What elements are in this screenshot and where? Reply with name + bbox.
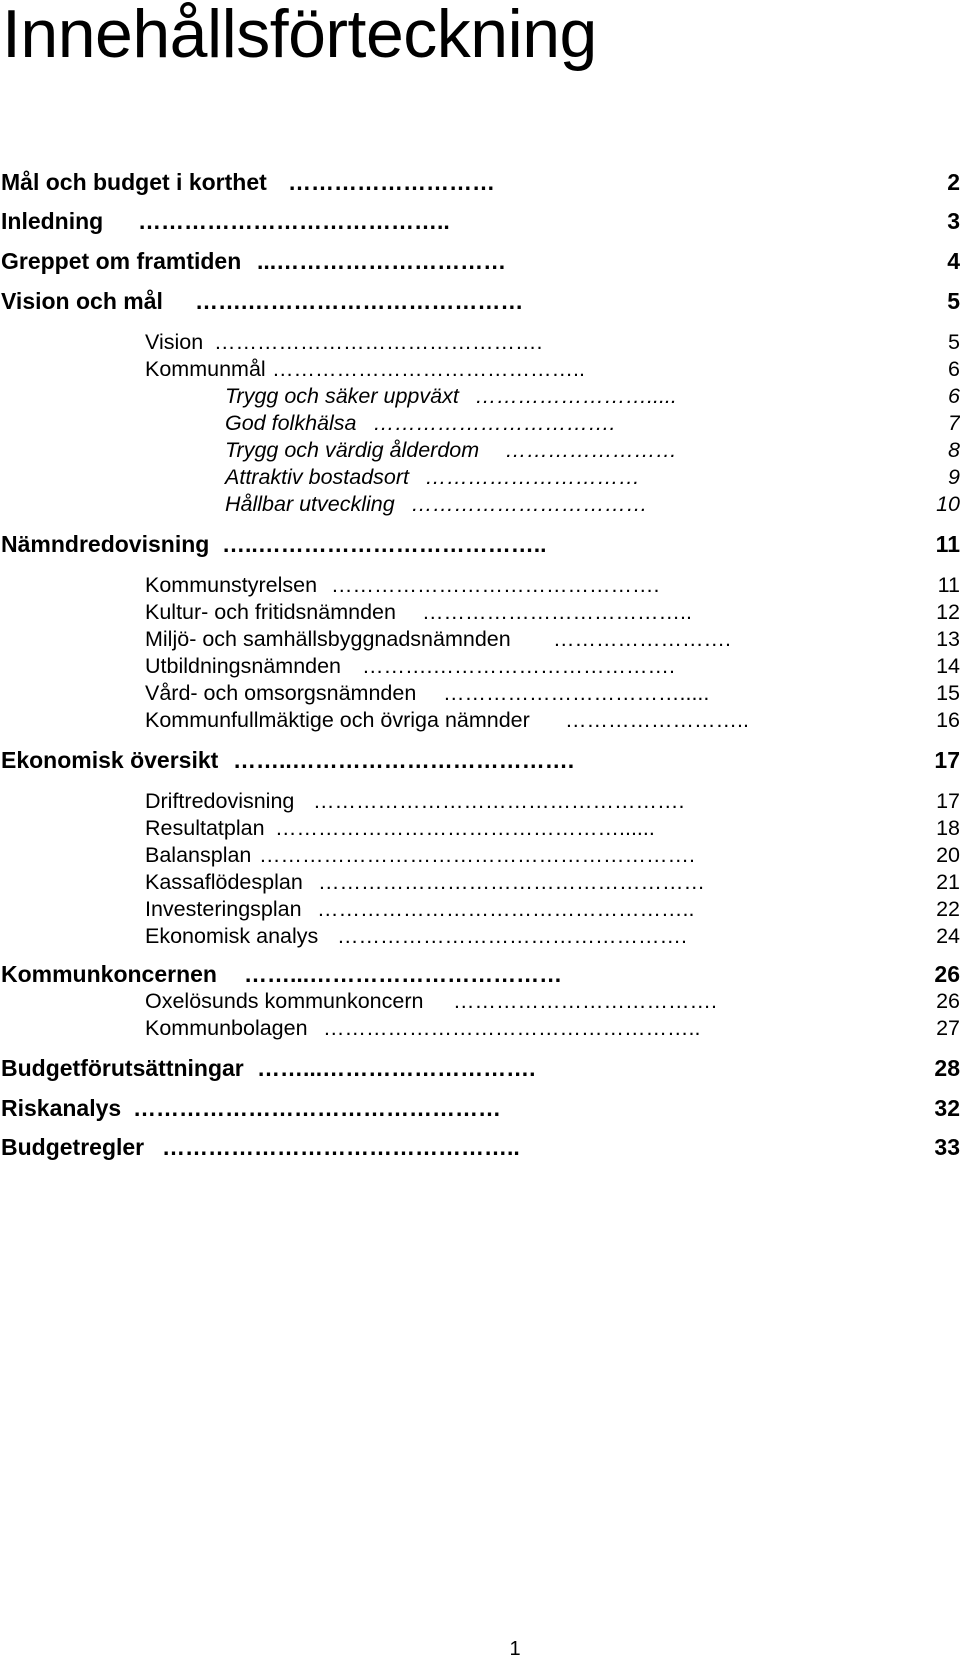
toc-entry-leader: …………………………………………….: [313, 789, 685, 813]
toc-entry-page-number: 28: [934, 1055, 960, 1081]
toc-entry-leader: …….………………………………: [195, 288, 524, 314]
toc-entry-leader: ……………………………………………..: [317, 897, 695, 921]
toc-entry-leader: …………………………………………......: [275, 816, 655, 840]
toc-entry-leader: ...…………………………: [257, 248, 507, 274]
toc-entry-leader: ……..……………………………….: [233, 747, 575, 773]
toc-entry-page-number: 18: [936, 816, 960, 840]
toc-entry-page-number: 4: [947, 248, 960, 274]
toc-entry-leader: …………………………………………: [133, 1095, 501, 1121]
toc-entry-label: Budgetregler: [1, 1134, 145, 1160]
toc-entry-label: Vision: [145, 330, 204, 354]
toc-entry-leader: …..………………………………..: [222, 531, 547, 557]
toc-entry-leader: …………………………….....: [443, 681, 710, 705]
toc-entry-label: Balansplan: [145, 843, 252, 867]
toc-entry-leader: ……...……………………………: [244, 961, 563, 987]
toc-entry-leader: …………………………………..: [138, 208, 450, 234]
toc-entry-page-number: 26: [934, 961, 960, 987]
toc-entry-label: Oxelösunds kommunkoncern: [145, 989, 424, 1013]
toc-entry-page-number: 21: [936, 870, 960, 894]
toc-entry-label: Kultur- och fritidsnämnden: [145, 600, 396, 624]
toc-entry-leader: ……………………………….: [453, 989, 717, 1013]
toc-entry-leader: ………………………………………………: [318, 870, 705, 894]
toc-entry-leader: …………………………………………………….: [259, 843, 695, 867]
toc-entry-label: Vision och mål: [1, 288, 163, 314]
toc-entry-label: Ekonomisk analys: [145, 924, 319, 948]
toc-entry-page-number: 22: [936, 897, 960, 921]
toc-entry-page-number: 17: [934, 747, 960, 773]
toc-entry-leader: ……………………: [505, 438, 677, 462]
toc-entry-leader: ……………………..: [565, 708, 749, 732]
toc-entry-page-number: 15: [936, 681, 960, 705]
toc-entry-label: Greppet om framtiden: [1, 248, 242, 274]
toc-entry-label: Driftredovisning: [145, 789, 295, 813]
toc-entry-page-number: 13: [936, 627, 960, 651]
toc-entry-leader: ……...……………………….: [257, 1055, 536, 1081]
toc-entry-label: Mål och budget i korthet: [1, 169, 267, 195]
toc-entry-page-number: 12: [936, 600, 960, 624]
toc-entry-leader: ………………………: [288, 169, 495, 195]
toc-entry-leader: …………………….....: [475, 384, 677, 408]
toc-entry-label: Kommunmål: [145, 357, 266, 381]
page-title: Innehållsförteckning: [2, 0, 597, 72]
toc-entry-page-number: 20: [936, 843, 960, 867]
toc-entry-page-number: 6: [948, 384, 960, 408]
toc-entry-page-number: 2: [947, 169, 960, 195]
toc-entry-page-number: 5: [947, 288, 960, 314]
toc-entry-page-number: 7: [948, 411, 960, 435]
toc-entry-page-number: 32: [934, 1095, 960, 1121]
toc-entry-page-number: 3: [947, 208, 960, 234]
toc-entry-label: Investeringsplan: [145, 897, 302, 921]
toc-entry-page-number: 27: [936, 1016, 960, 1040]
toc-entry-leader: ……………………………………..: [272, 357, 585, 381]
toc-entry-label: Inledning: [1, 208, 104, 234]
toc-entry-leader: ………………………………………..: [162, 1134, 520, 1160]
toc-entry-label: Vård- och omsorgsnämnden: [145, 681, 417, 705]
toc-entry-leader: ……………………………………….: [331, 573, 660, 597]
toc-entry-label: Kommunkoncernen: [1, 961, 217, 987]
toc-entry-label: God folkhälsa: [225, 411, 357, 435]
toc-entry-leader: ……….…………………………….: [362, 654, 675, 678]
toc-entry-label: Kassaflödesplan: [145, 870, 303, 894]
toc-entry-label: Ekonomisk översikt: [1, 747, 219, 773]
toc-entry-label: Attraktiv bostadsort: [225, 465, 410, 489]
toc-entry-page-number: 9: [948, 465, 960, 489]
toc-entry-page-number: 24: [936, 924, 960, 948]
toc-entry-page-number: 6: [948, 357, 960, 381]
toc-entry-label: Miljö- och samhällsbyggnadsnämnden: [145, 627, 511, 651]
toc-entry-label: Kommunfullmäktige och övriga nämnder: [145, 708, 530, 732]
toc-entry-leader: …………………….: [553, 627, 731, 651]
toc-entry-label: Kommunstyrelsen: [145, 573, 318, 597]
page-number: 1: [509, 1638, 521, 1660]
toc-entry-leader: ………………………………..: [422, 600, 692, 624]
toc-entry-label: Trygg och säker uppväxt: [225, 384, 459, 408]
toc-entry-label: Utbildningsnämnden: [145, 654, 342, 678]
toc-entry-page-number: 17: [936, 789, 960, 813]
toc-entry-label: Hållbar utveckling: [225, 492, 395, 516]
toc-entry-leader: …………………………….: [373, 411, 616, 435]
toc-entry-page-number: 26: [936, 989, 960, 1013]
toc-entry-leader: ……………………………………….: [214, 330, 543, 354]
toc-entry-leader: …………………………: [425, 465, 640, 489]
toc-entry-leader: ……………………………: [411, 492, 648, 516]
toc-entry-label: Budgetförutsättningar: [1, 1055, 244, 1081]
toc-entry-page-number: 14: [936, 654, 960, 678]
toc-entry-page-number: 11: [937, 573, 960, 597]
toc-entry-page-number: 5: [948, 330, 960, 354]
toc-entry-page-number: 11: [935, 531, 960, 557]
toc-entry-page-number: 33: [934, 1134, 960, 1160]
toc-entry-page-number: 10: [936, 492, 960, 516]
toc-entry-label: Resultatplan: [145, 816, 265, 840]
toc-entry-label: Riskanalys: [1, 1095, 122, 1121]
toc-entry-leader: ……………………………………………..: [323, 1016, 701, 1040]
toc-entry-label: Trygg och värdig ålderdom: [225, 438, 480, 462]
toc-entry-page-number: 16: [936, 708, 960, 732]
toc-entry-label: Nämndredovisning: [1, 531, 210, 557]
toc-entry-label: Kommunbolagen: [145, 1016, 308, 1040]
toc-entry-leader: ………………………………………….: [337, 924, 687, 948]
toc-entry-page-number: 8: [948, 438, 960, 462]
